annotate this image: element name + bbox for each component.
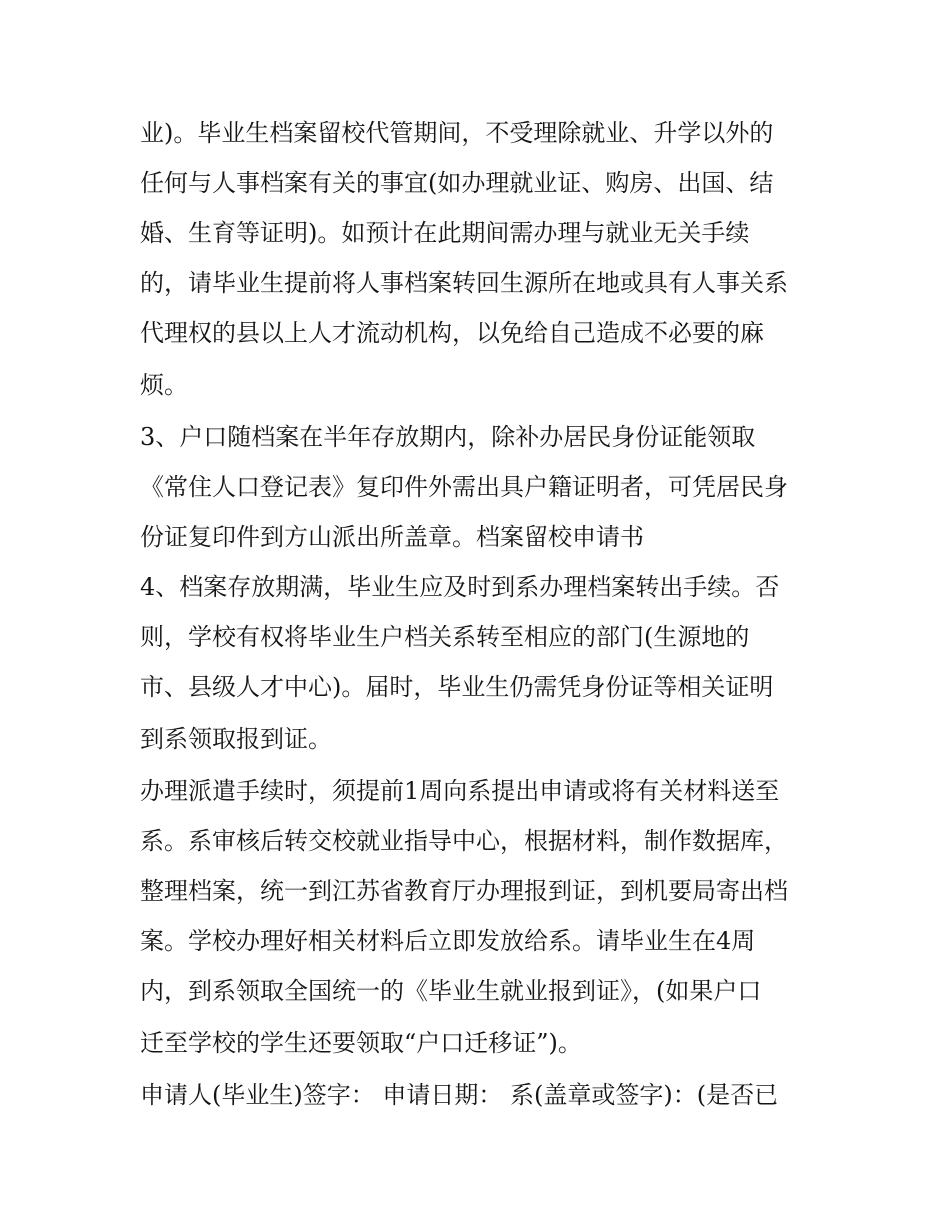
text-line: 申请人(毕业生)签字： 申请日期： 系(盖章或签字)：(是否已 xyxy=(140,1081,779,1109)
text-line: 3、户口随档案在半年存放期内，除补办居民身份证能领取 xyxy=(140,423,756,451)
document-body xyxy=(140,108,830,1120)
text-line: 4、档案存放期满，毕业生应及时到系办理档案转出手续。否 xyxy=(140,573,780,601)
text-line: 整理档案，统一到江苏省教育厅办理报到证，到机要局寄出档 xyxy=(140,877,788,905)
text-line: 婚、生育等证明)。如预计在此期间需办理与就业无关手续 xyxy=(140,219,750,247)
text-line: 则，学校有权将毕业生户档关系转至相应的部门(生源地的 xyxy=(140,623,750,651)
text-line: 内，到系领取全国统一的《毕业生就业报到证》，(如果户口 xyxy=(140,977,762,1005)
text-line: 业)。毕业生档案留校代管期间，不受理除就业、升学以外的 xyxy=(140,119,774,147)
text-line: 代理权的县以上人才流动机构，以免给自己造成不必要的麻 xyxy=(140,319,764,347)
text-line: 任何与人事档案有关的事宜(如办理就业证、购房、出国、结 xyxy=(140,169,774,197)
text-line: 《常住人口登记表》复印件外需出具户籍证明者，可凭居民身 xyxy=(140,473,788,501)
text-line: 份证复印件到方山派出所盖章。档案留校申请书 xyxy=(140,523,644,551)
text-line: 到系领取报到证。 xyxy=(140,725,332,753)
text-line: 系。系审核后转交校就业指导中心，根据材料，制作数据库， xyxy=(140,827,788,855)
text-line: 案。学校办理好相关材料后立即发放给系。请毕业生在4周 xyxy=(140,927,756,955)
text-line: 办理派遣手续时，须提前1周向系提出申请或将有关材料送至 xyxy=(140,777,780,805)
text-line: 市、县级人才中心)。届时，毕业生仍需凭身份证等相关证明 xyxy=(140,673,774,701)
text-line: 迁至学校的学生还要领取“户口迁移证”)。 xyxy=(140,1029,582,1057)
text-line: 烦。 xyxy=(140,371,188,399)
text-line: 的，请毕业生提前将人事档案转回生源所在地或具有人事关系 xyxy=(140,269,788,297)
